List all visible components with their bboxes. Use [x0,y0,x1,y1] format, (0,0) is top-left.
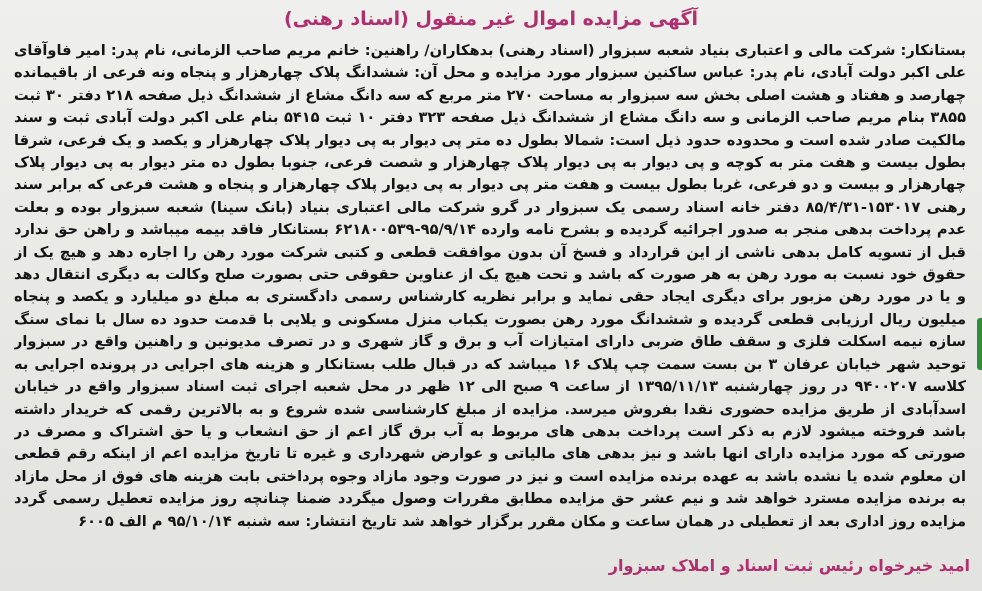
notice-body: بستانکار: شرکت مالی و اعتباری بنیاد شعبه سبزوار (اسناد رهنی) بدهکاران/ راهنین: خانم مریم صاحب الزمانی، نام پدر: امیر فاوآقای علی اکبر دولت آبادی، نام پدر: عباس ساکنین سبزوار مورد مزایده و محل آن: ششدانگ پلاک چهارهزار و پنجاه ونه فرعی از باقیمانده چهارصد و هفتاد و هشت اصلی بخش سه سبزوار به مساحت ۲۷۰ متر مربع که سه دانگ مشاع از ششدانگ ذیل صفحه ۲۱۸ دفتر ۳۰ ثبت ۳۸۵۵ بنام مریم صاحب الزمانی و سه دانگ مشاع از ششدانگ ذیل صفحه ۳۲۳ دفتر ۱۰ ثبت ۵۴۱۵ بنام علی اکبر دولت آبادی ثبت و سند مالکیت صادر شده است و محدوده حدود ذیل است: شمالا بطول ده متر پی دیوار به پی دیوار پلاک چهارهزار و یکصد و یک فرعی، شرقا بطول بیست و هفت متر به کوچه و پی دیوار به پی دیوار پلاک چهارهزار و شصت فرعی، جنوبا بطول ده متر دیوار به پی دیوار پلاک چهارهزار و بیست و دو فرعی، غربا بطول بیست و هفت متر پی دیوار به پی دیوار پلاک چهارهزار و پنجاه و هشت فرعی که برابر سند رهنی ۱۵۳۰۱۷-۸۵/۴/۳۱ دفتر خانه اسناد رسمی یک سبزوار در گرو شرکت مالی اعتباری بنیاد (بانک سینا) شعبه سبزوار بوده و بعلت عدم پرداخت بدهی منجر به صدور اجرائیه گردیده و بشرح نامه وارده ۹۵/۹/۱۴-۶۲۱۸۰۰۵۳۹ بستانکار فاقد بیمه میباشد و راهن حق ندارد قبل از تسویه کامل بدهی ناشی از این قرارداد و فسخ آن بدون موافقت قطعی و کتبی شرکت مورد رهن را اجاره دهد و هیچ یک از حقوق خود نسبت به مورد رهن به هر صورت که باشد و تحت هیچ یک از عناوین حقوقی حتی بصورت صلح وکالت به دیگری انتقال دهد و یا در مورد رهن مزبور برای دیگری ایجاد حقی نماید و برابر نظریه کارشناس رسمی دادگستری به مبلغ دو میلیارد و یکصد و پنجاه میلیون ریال ارزیابی قطعی گردیده و ششدانگ مورد رهن بصورت یکباب منزل مسکونی و یلایی با قدمت حدود ده سال با نمای سنگ سازه نیمه اسکلت فلزی و سقف طاق ضربی دارای امتیازات آب و برق و گاز شهری و در تصرف مدیونین و راهنین واقع در سبزوار توحید شهر خیابان عرفان ۳ بن بست سمت چپ پلاک ۱۶ میباشد که در قبال طلب بستانکار و هزینه های اجرایی در پرونده اجرایی به کلاسه ۹۴۰۰۲۰۷ در روز چهارشنبه ۱۳۹۵/۱۱/۱۳ از ساعت ۹ صبح الی ۱۲ ظهر در محل شعبه اجرای ثبت اسناد سبزوار واقع در خیابان اسدآبادی از طریق مزایده حضوری نقدا بفروش میرسد. مزایده از مبلغ کارشناسی شده شروع و به بالاترین رقمی که خریدار داشته باشد فروخته میشود لازم به ذکر است پرداخت بدهی های مربوط به آب برق گاز اعم از حق انشعاب و یا حق اشتراک و مصرف در صورتی که مورد مزایده دارای انها باشد و نیز بدهی های مالیاتی و عوارض شهرداری و غیره تا تاریخ مزایده اعم از اینکه رقم قطعی ان معلوم شده یا نشده باشد به عهده برنده مزایده است و نیز در صورت وجود مازاد وجوه پرداختی بابت هزینه های فوق از محل مازاد به برنده مزایده مسترد خواهد شد و نیم عشر حق مزایده مطابق مقررات وصول میگردد ضمنا چنانچه روز مزایده تعطیل رسمی گردد مزایده روز اداری بعد از تعطیلی در همان ساعت و مکان مقرر برگزار خواهد شد تاریخ انتشار: سه شنبه ۹۵/۱۰/۱۴ م الف ۶۰۰۵ [14,42,966,530]
edge-color-mark [977,318,982,370]
notice-title: آگهی مزایده اموال غیر منقول (اسناد رهنی) [283,8,699,30]
notice-signature: امید خیرخواه رئیس ثبت اسناد و املاک سبزوار [608,556,970,575]
